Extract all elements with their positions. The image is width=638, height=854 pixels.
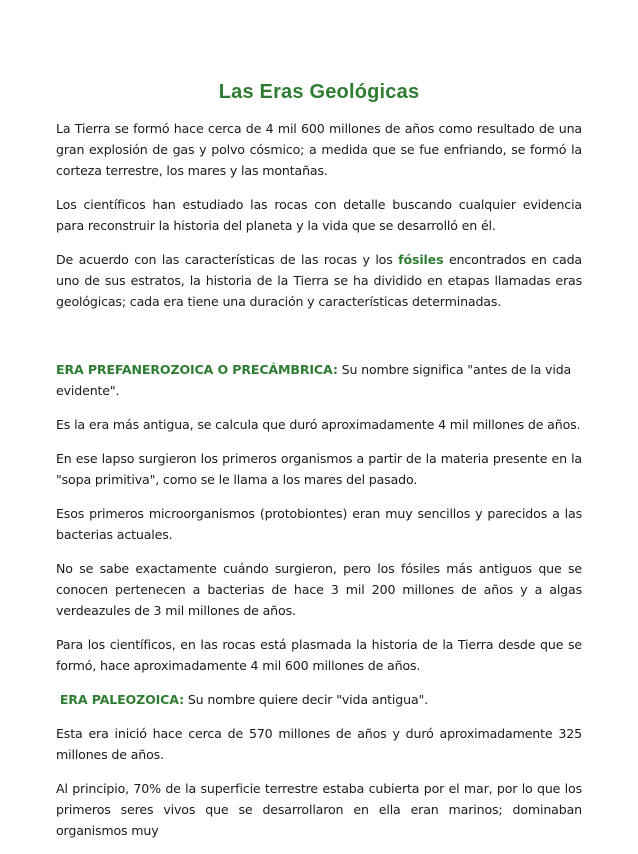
paleozoic-heading-paragraph (56, 689, 582, 710)
document-title: Las Eras Geológicas (218, 81, 420, 103)
paragraph-text: encontrados en cada uno de sus estratos, la historia de la Tierra se ha dividido en etapas llamadas eras geológicas; cada era tiene una duración y características determinadas. (56, 252, 582, 309)
intro-paragraph-2: Los científicos han estudiado las rocas con detalle buscando cualquier evidencia para reconstruir la historia del planeta y la vida que se desarrolló en él. (56, 197, 582, 233)
intro-paragraph-3 (56, 249, 582, 312)
heading-colon: : (179, 692, 184, 707)
precambrian-heading-paragraph (56, 359, 582, 401)
precambrian-paragraph: Para los científicos, en las rocas está plasmada la historia de la Tierra desde que se formó, hace aproximadamente 4 mil 600 millones de años. (56, 637, 582, 673)
keyword-fosiles: fósiles (398, 252, 444, 267)
precambrian-definition: Su nombre significa "antes de la vida evidente". (56, 362, 572, 398)
intro-paragraph-1: La Tierra se formó hace cerca de 4 mil 600 millones de años como resultado de una gran explosión de gas y polvo cósmico; a medida que se fue enfriando, se formó la corteza terrestre, los mares y las montañas. (56, 121, 582, 178)
paleozoic-paragraph: Esta era inició hace cerca de 570 millones de años y duró aproximadamente 325 millones de años. (56, 726, 582, 762)
precambrian-paragraph: Es la era más antigua, se calcula que duró aproximadamente 4 mil millones de años. (56, 417, 581, 432)
paleozoic-definition: Su nombre quiere decir "vida antigua". (183, 692, 429, 707)
precambrian-paragraph: Esos primeros microorganismos (protobiontes) eran muy sencillos y parecidos a las bacterias actuales. (56, 506, 582, 542)
section-spacer (56, 325, 582, 359)
precambrian-paragraph: En ese lapso surgieron los primeros organismos a partir de la materia presente en la "sopa primitiva", como se le llama a los mares del pasado. (56, 451, 582, 487)
paleozoic-heading: ERA PALEOZOICA (59, 692, 180, 707)
document-page (56, 70, 582, 854)
paragraph-text: De acuerdo con las características de las rocas y los (56, 252, 399, 267)
precambrian-heading: ERA PREFANEROZOICA O PRECÁMBRICA (56, 362, 333, 377)
paleozoic-paragraph: Al principio, 70% de la superficie terrestre estaba cubierta por el mar, por lo que los primeros seres vivos que se desarrollaron en ella eran marinos; dominaban organismos muy (56, 781, 582, 838)
heading-colon: : (332, 362, 338, 377)
precambrian-paragraph: No se sabe exactamente cuándo surgieron, pero los fósiles más antiguos que se conocen pertenecen a bacterias de hace 3 mil 200 millones de años y a algas verdeazules de 3 mil millones de años. (56, 561, 582, 618)
